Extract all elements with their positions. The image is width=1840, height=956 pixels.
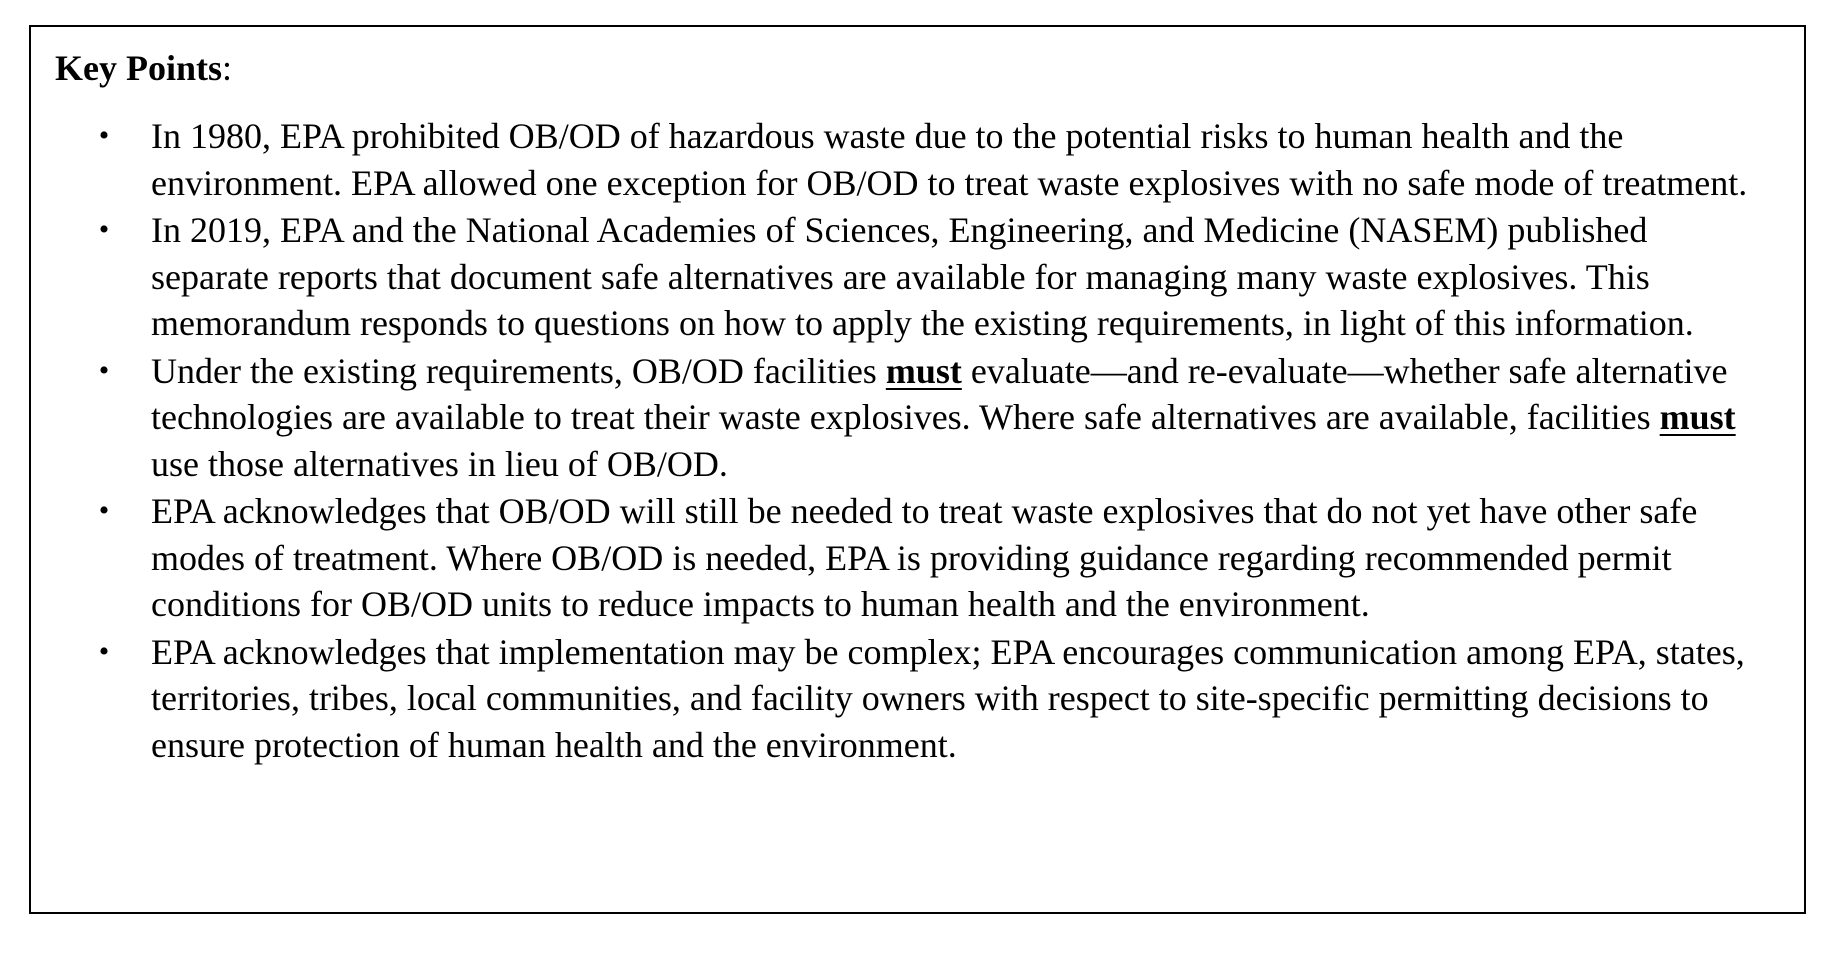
key-point-text: In 2019, EPA and the National Academies of Sciences, Engineering, and Medicine (NASEM) published separate reports that document safe alternatives are available for managing many waste explosives. This memorandum responds to questions on how to apply the existing requirements, in light of this information. [151,210,1694,343]
bullet-icon: • [98,353,110,387]
bullet-icon: • [98,494,110,527]
bullet-icon: • [98,119,110,152]
key-point-text [151,348,1774,488]
key-point-text-part: Under the existing requirements, OB/OD facilities [151,350,886,391]
key-points-box [29,25,1806,914]
key-point-text: In 1980, EPA prohibited OB/OD of hazardous waste due to the potential risks to human health and the environment. EPA allowed one exception for OB/OD to treat waste explosives with no safe mode of treatment. [151,116,1748,203]
emphasis-must: must [885,350,962,391]
key-points-heading [55,45,1774,91]
bullet-icon: • [98,213,110,246]
key-point-text: EPA acknowledges that implementation may be complex; EPA encourages communication among EPA, states, territories, tribes, local communities, and facility owners with respect to site-specific permitting decisions to ensure protection of human health and the environment. [151,631,1745,765]
emphasis-must: must [1659,397,1736,437]
key-point-item [55,207,1774,347]
key-point-text-part: use those alternatives in lieu of OB/OD. [151,443,728,484]
bullet-icon: • [98,634,110,668]
key-points-heading-colon: : [222,48,233,88]
key-points-list [55,113,1774,768]
key-point-item [55,629,1774,769]
key-point-text: EPA acknowledges that OB/OD will still be needed to treat waste explosives that do not yet have other safe modes of treatment. Where OB/OD is needed, EPA is providing guidance regarding recommended permit conditions for OB/OD units to reduce impacts to human health and the environment. [151,491,1698,624]
key-point-item [55,113,1774,206]
key-point-item [55,348,1774,488]
key-points-heading-label: Key Points [55,48,222,88]
key-point-text-part: evaluate—and re-evaluate—whether safe alternative technologies are available to treat their waste explosives. Where safe alternatives are available, facilities [151,350,1728,437]
key-point-item [55,488,1774,628]
